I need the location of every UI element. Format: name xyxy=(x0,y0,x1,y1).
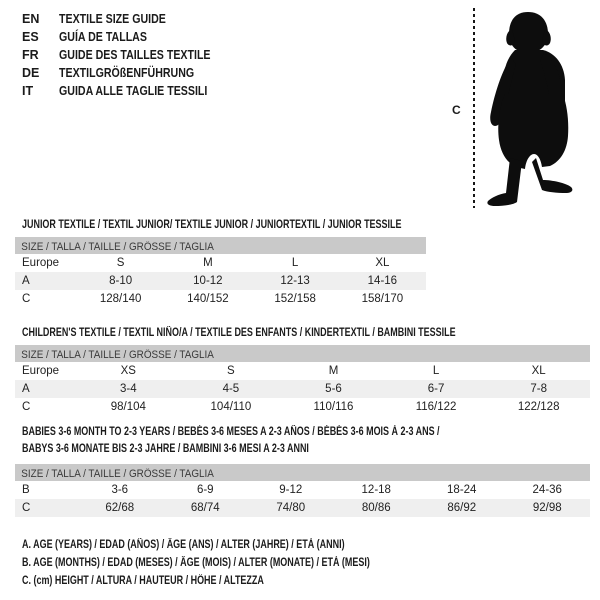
children-size-table xyxy=(15,345,590,416)
size-header-bar xyxy=(15,345,590,362)
size-table-row xyxy=(15,254,426,272)
size-cell: 68/74 xyxy=(190,502,220,514)
language-row xyxy=(22,28,237,46)
size-cell: 24-36 xyxy=(532,484,562,496)
size-cell: 92/98 xyxy=(532,502,562,514)
size-cell: 18-24 xyxy=(447,484,477,496)
language-title: GUIDE DES TAILLES TEXTILE xyxy=(59,48,211,62)
size-cell: 10-12 xyxy=(193,275,223,287)
size-cell: 8-10 xyxy=(109,275,133,287)
size-table xyxy=(15,254,426,308)
row-label: Europe xyxy=(22,365,60,377)
height-dotted-line xyxy=(473,8,475,208)
size-cell: 86/92 xyxy=(447,502,477,514)
size-cell: XL xyxy=(531,365,546,377)
size-header-label: SIZE / TALLA / TAILLE / GRÖSSE / TAGLIA xyxy=(21,468,214,480)
language-code: IT xyxy=(22,84,34,98)
size-table-row xyxy=(15,272,426,290)
size-table xyxy=(15,481,590,517)
size-table xyxy=(15,362,590,416)
size-cell: 128/140 xyxy=(99,293,142,305)
note-line-a: A. AGE (YEARS) / EDAD (AÑOS) / ÂGE (ANS) / ALTER (JAHRE) / ETÀ (ANNI) xyxy=(22,539,345,551)
size-cell: S xyxy=(227,365,235,377)
language-title: GUÍA DE TALLAS xyxy=(59,30,147,44)
size-cell: 104/110 xyxy=(210,401,252,413)
size-cell: S xyxy=(116,257,125,269)
language-code: ES xyxy=(22,30,39,44)
size-header-label: SIZE / TALLA / TAILLE / GRÖSSE / TAGLIA xyxy=(21,349,214,361)
size-cell: XL xyxy=(375,257,390,269)
language-title: TEXTILE SIZE GUIDE xyxy=(59,12,166,26)
size-cell: 12-13 xyxy=(280,275,310,287)
size-cell: 6-7 xyxy=(427,383,445,395)
size-cell: 110/116 xyxy=(313,401,354,413)
babies-size-table xyxy=(15,464,590,517)
section-title-line: BABIES 3-6 MONTH TO 2-3 YEARS / BEBÉS 3-6 MESES A 2-3 AÑOS / BÉBÉS 3-6 MOIS À 2-3 ANS / xyxy=(22,426,440,438)
size-table-row xyxy=(15,499,590,517)
size-cell: 98/104 xyxy=(110,401,146,413)
size-cell: 158/170 xyxy=(361,293,404,305)
size-cell: 140/152 xyxy=(187,293,229,305)
size-header-bar xyxy=(15,464,590,481)
size-table-row xyxy=(15,481,590,499)
size-cell: 62/68 xyxy=(105,502,135,514)
legend-notes xyxy=(22,536,468,590)
size-cell: L xyxy=(291,257,299,269)
size-cell: 80/86 xyxy=(361,502,391,514)
size-cell: 6-9 xyxy=(196,484,214,496)
size-cell: M xyxy=(328,365,339,377)
size-cell: 7-8 xyxy=(530,383,547,395)
size-cell: M xyxy=(203,257,213,269)
section-title-babies xyxy=(22,424,557,458)
size-table-row xyxy=(15,290,426,308)
size-cell: 116/122 xyxy=(415,401,457,413)
size-cell: XS xyxy=(120,365,136,377)
size-cell: 74/80 xyxy=(276,502,306,514)
row-label: B xyxy=(22,484,30,496)
size-table-row xyxy=(15,398,590,416)
size-cell: 4-5 xyxy=(222,383,240,395)
row-label: A xyxy=(22,383,30,395)
language-code: EN xyxy=(22,12,40,26)
size-table-row xyxy=(15,380,590,398)
size-header-label: SIZE / TALLA / TAILLE / GRÖSSE / TAGLIA xyxy=(21,241,214,253)
language-row xyxy=(22,82,237,100)
note-line-b: B. AGE (MONTHS) / EDAD (MESES) / ÂGE (MOIS) / ALTER (MONATE) / ETÀ (MESI) xyxy=(22,557,370,569)
toddler-silhouette-icon xyxy=(481,8,581,213)
size-table-row xyxy=(15,362,590,380)
size-cell: L xyxy=(432,365,440,377)
size-cell: 12-18 xyxy=(361,484,391,496)
size-cell: 152/158 xyxy=(274,293,316,305)
size-cell: 9-12 xyxy=(279,484,303,496)
note-line-c: C. (cm) HEIGHT / ALTURA / HAUTEUR / HÖHE / ALTEZZA xyxy=(22,575,264,587)
row-label: A xyxy=(22,275,30,287)
row-label: C xyxy=(22,502,31,514)
size-cell: 3-4 xyxy=(119,383,137,395)
language-code: FR xyxy=(22,48,39,62)
section-title-line: BABYS 3-6 MONATE BIS 2-3 JAHRE / BAMBINI 3-6 MESI A 2-3 ANNI xyxy=(22,443,309,455)
language-code: DE xyxy=(22,66,40,80)
language-title-block xyxy=(22,10,237,100)
language-row xyxy=(22,64,237,82)
size-cell: 122/128 xyxy=(517,401,560,413)
size-cell: 5-6 xyxy=(325,383,342,395)
size-cell: 3-6 xyxy=(111,484,129,496)
language-row xyxy=(22,10,237,28)
language-title: GUIDA ALLE TAGLIE TESSILI xyxy=(59,84,208,98)
row-label: C xyxy=(22,293,31,305)
language-row xyxy=(22,46,237,64)
section-title-junior: JUNIOR TEXTILE / TEXTIL JUNIOR/ TEXTILE JUNIOR / JUNIORTEXTIL / JUNIOR TESSILE xyxy=(22,219,402,231)
junior-size-table xyxy=(15,237,426,308)
language-title: TEXTILGRÖßENFÜHRUNG xyxy=(59,66,195,80)
row-label: C xyxy=(22,401,31,413)
section-title-children: CHILDREN'S TEXTILE / TEXTIL NIÑO/A / TEXTILE DES ENFANTS / KINDERTEXTIL / BAMBINI TESSILE xyxy=(22,327,456,339)
size-header-bar xyxy=(15,237,426,254)
size-cell: 14-16 xyxy=(367,275,398,287)
row-label: Europe xyxy=(22,257,60,269)
height-measure-label: C xyxy=(452,103,461,117)
